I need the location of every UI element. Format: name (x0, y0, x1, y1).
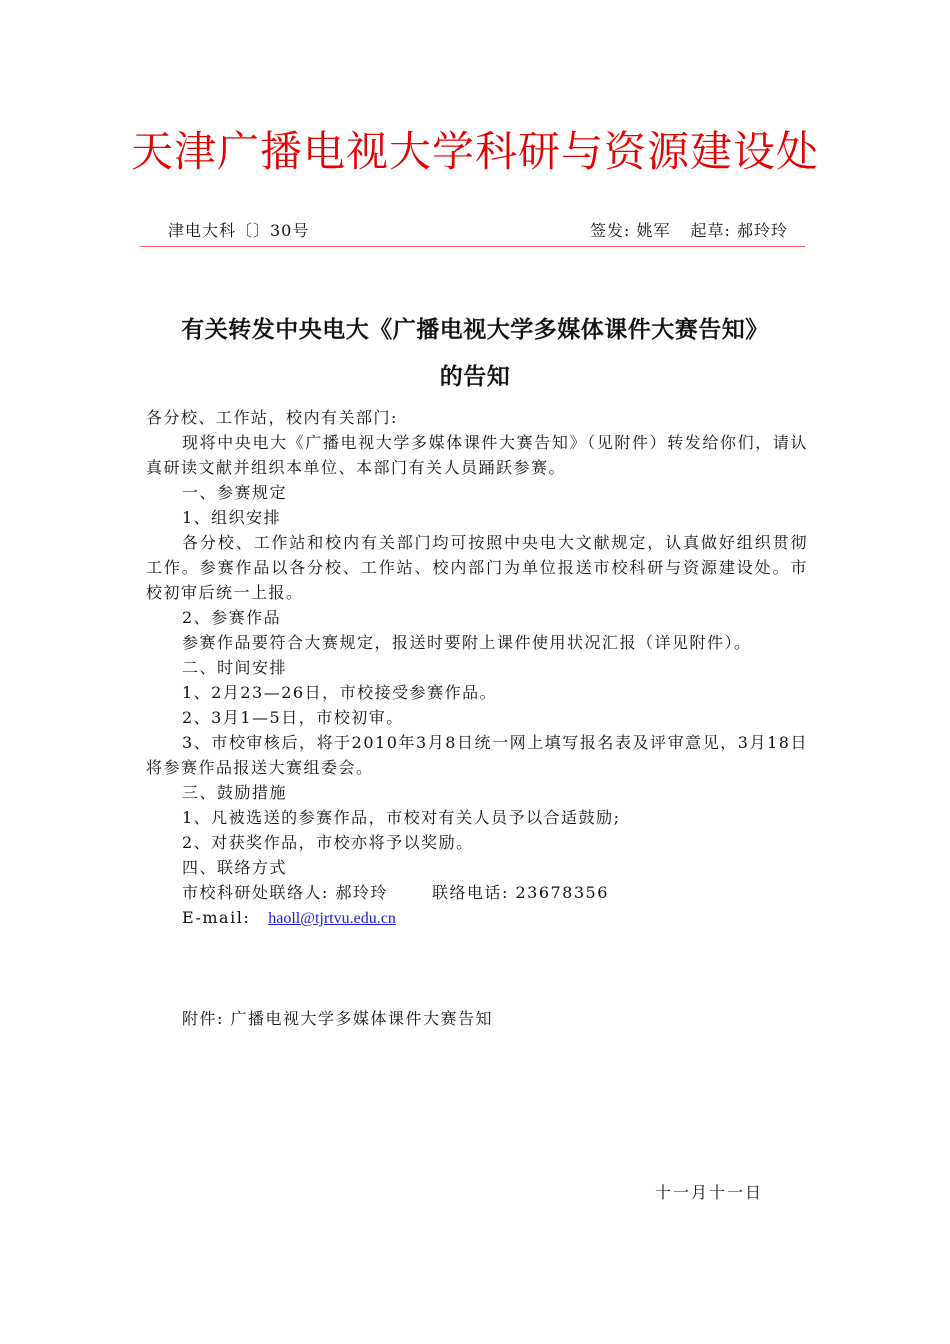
attachment-note: 附件: 广播电视大学多媒体课件大赛告知 (182, 1009, 493, 1028)
contact-phone: 联络电话: 23678356 (431, 883, 609, 902)
section-1-title: 一、参赛规定 (182, 483, 288, 502)
drafter: 起草: 郝玲玲 (690, 221, 788, 240)
reward-item-2: 2、对获奖作品，市校亦将予以奖励。 (182, 833, 474, 852)
item-1-title: 1、组织安排 (182, 508, 282, 527)
time-item-3: 3、市校审核后，将于2010年3月8日统一网上填写报名表及评审意见，3月18日将参赛作品报送大赛组委会。 (146, 733, 808, 777)
signature-block (590, 219, 788, 243)
email-line (146, 905, 808, 931)
section-2-title: 二、时间安排 (182, 658, 288, 677)
item-1-text: 各分校、工作站和校内有关部门均可按照中央电大文献规定，认真做好组织贯彻工作。参赛作品以各分校、工作站、校内部门为单位报送市校科研与资源建设处。市校初审后统一上报。 (146, 533, 808, 602)
time-item-1: 1、2月23—26日，市校接受参赛作品。 (182, 683, 498, 702)
section-4-title: 四、联络方式 (182, 858, 288, 877)
document-number: 津电大科〔〕30号 (168, 221, 310, 240)
document-heading-line-2: 的告知 (439, 363, 511, 390)
section-3-title: 三、鼓励措施 (182, 783, 288, 802)
intro-paragraph: 现将中央电大《广播电视大学多媒体课件大赛告知》（见附件）转发给你们，请认真研读文献并组织本单位、本部门有关人员踊跃参赛。 (146, 433, 808, 477)
salutation: 各分校、工作站，校内有关部门: (146, 408, 398, 427)
email-label: E-mail: (182, 908, 251, 927)
document-date: 十一月十一日 (655, 1183, 764, 1202)
document-body (146, 405, 808, 931)
reward-item-1: 1、凡被选送的参赛作品，市校对有关人员予以合适鼓励; (182, 808, 621, 827)
time-item-2: 2、3月1—5日，市校初审。 (182, 708, 404, 727)
document-heading-line-1: 有关转发中央电大《广播电视大学多媒体课件大赛告知》 (181, 316, 769, 343)
organization-title: 天津广播电视大学科研与资源建设处 (130, 127, 819, 176)
item-2-title: 2、参赛作品 (182, 608, 282, 627)
email-link[interactable]: haoll@tjrtvu.edu.cn (268, 910, 396, 927)
signer: 签发: 姚军 (590, 221, 671, 240)
red-divider (140, 246, 805, 247)
contact-person: 市校科研处联络人: 郝玲玲 (182, 883, 388, 902)
contact-line (146, 880, 808, 905)
item-2-text: 参赛作品要符合大赛规定，报送时要附上课件使用状况汇报（详见附件）。 (182, 633, 752, 652)
